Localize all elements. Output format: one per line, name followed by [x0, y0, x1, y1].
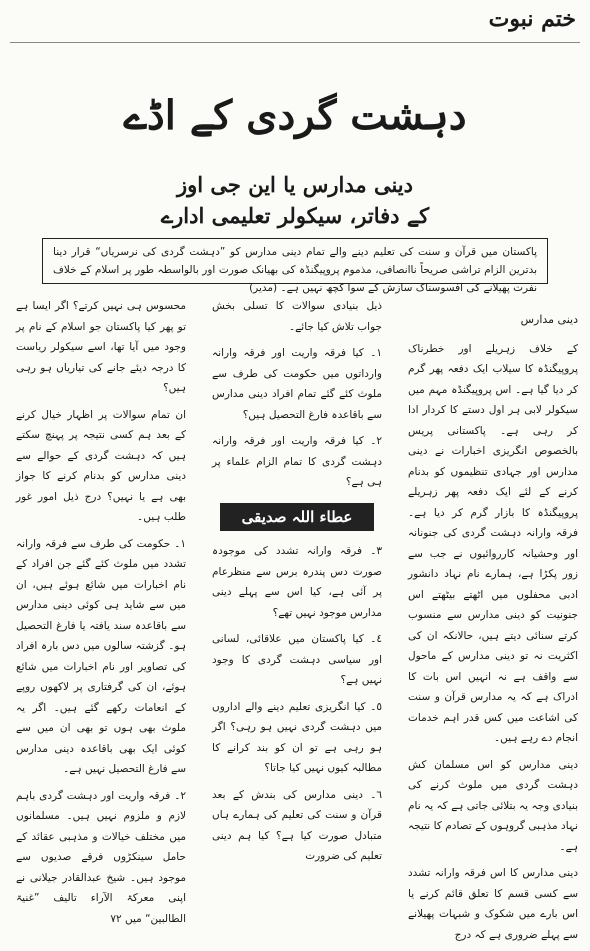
paragraph: ١۔ حکومت کی طرف سے فرقہ وارانہ تشدد میں ملوث کئے گئے جن افراد کے نام اخبارات میں شائع ہوئے ہیں، ان میں سے شاید ہی کوئی دینی مدارس سے باقاعدہ سند یافتہ یا فارغ التحصیل ہو۔ گزشتہ سالوں میں دس بارہ افراد کی تصاویر اور نام اخبارات میں شائع ہوئے، ان کی گرفتاری پر لاکھوں روپے کے انعامات رکھے گئے ہیں۔ اگر یہ ملوث بھی ہوں تو بھی ان میں سے کوئی ایک بھی باقاعدہ دینی مدارس سے فارغ التحصیل نہیں ہے۔ [16, 537, 186, 775]
editor-intro-box: پاکستان میں قرآن و سنت کی تعلیم دینے والے تمام دینی مدارس کو ”دہشت گردی کی نرسریاں“ قرار دینا بدترین الزام تراشی صریحاً ناانصافی، مذموم پروپیگنڈہ کی بھیانک صورت اور بالواسطہ طور پر اسلام کے خلاف نفرت پھیلانے کی افسوسناک سازش کے سوا کچھ نہیں ہے۔ (مدیر) [42, 238, 548, 284]
author-byline: عطاء اللہ صدیقی [220, 503, 374, 532]
article-subtitle-2: کے دفاتر، سیکولر تعلیمی ادارے [160, 203, 430, 228]
column-heading: دینی مدارس [520, 313, 578, 326]
article-title: دہشت گردی کے اڈے [123, 92, 467, 139]
article-subtitle-1: دینی مدارس یا این جی اوز [177, 172, 413, 197]
masthead-logo: ختم نبوت [488, 6, 576, 32]
paragraph: دینی مدارس کا اس فرقہ وارانہ تشدد سے کسی قسم کا تعلق قائم کرنے یا اس بارے میں شکوک و شبہات پھیلانے سے پہلے ضروری ہے کہ درج [408, 867, 578, 941]
paragraph: محسوس ہی نہیں کرتے؟ اگر ایسا ہے تو پھر کیا پاکستان جو اسلام کے نام پر وجود میں آیا تھا، اسے سیکولر ریاست کا درجہ دیئے جانے کی تیاریاں ہو رہی ہیں؟ [16, 300, 186, 394]
paragraph: ٦۔ دینی مدارس کی بندش کے بعد قرآن و سنت کی تعلیم کی ہمارے ہاں متبادل صورت کیا ہے؟ کیا ہم دینی تعلیم کی ضرورت [212, 788, 382, 862]
paragraph: ٤۔ کیا پاکستان میں علاقائی، لسانی اور سیاسی دہشت گردی کا وجود نہیں ہے؟ [212, 633, 382, 686]
paragraph: دینی مدارس کو اس مسلمان کش دہشت گردی میں ملوث کرنے کی بنیادی وجہ یہ بتلائی جاتی ہے کہ یہ نام نہاد مذہبی گروہوں کے تصادم کا نتیجہ ہے۔ [408, 758, 578, 853]
column-left [16, 296, 186, 935]
header-rule [10, 42, 580, 43]
paragraph: ١۔ کیا فرقہ واریت اور فرقہ وارانہ وارداتوں میں حکومت کی طرف سے ملوث کئے گئے تمام افراد دینی مدارس سے باقاعدہ فارغ التحصیل ہیں؟ [212, 347, 382, 421]
paragraph: ٢۔ کیا فرقہ واریت اور فرقہ وارانہ دہشت گردی کا تمام الزام علماء پر ہی ہے؟ [212, 435, 382, 488]
paragraph: کے خلاف زہریلے اور خطرناک پروپیگنڈہ کا سیلاب ایک دفعہ پھر گرم کر دیا گیا ہے۔ اس پروپیگنڈہ مہم میں سیکولر لابی ہر اول دستے کا کردار ادا کر رہی ہے۔ پاکستانی پریس بالخصوص انگریزی اخبارات نے دینی مدارس اور جہادی تنظیموں کو بدنام کرنے کے لئے ایک دفعہ پھر زہریلے پروپیگنڈہ کا بازار گرم کر دیا ہے۔ فرقہ وارانہ دہشت گردی کی جنونانہ اور وحشیانہ کارروائیوں نے جب سے زور پکڑا ہے، ہمارے نام نہاد دانشور ادبی محفلوں میں اٹھتے بیٹھتے اس جنونیت کو دینی مدارس سے منسوب کرتے سنائی دیتے ہیں، حالانکہ ان کی اکثریت نہ تو دینی مدارس کے ماحول سے واقف ہے نہ انہیں اس بات کا ادراک ہے کہ یہ مدارس قرآن و سنت کی اشاعت میں کس قدر اہم خدمات انجام دے رہے ہیں۔ [408, 342, 578, 744]
paragraph: ذیل بنیادی سوالات کا تسلی بخش جواب تلاش کیا جائے۔ [212, 300, 382, 333]
column-right [408, 296, 578, 951]
paragraph: ان تمام سوالات پر اظہار خیال کرنے کے بعد ہم کسی نتیجہ پر پہنچ سکتے ہیں کہ دہشت گردی کے حوالے سے دینی مدارس کو بدنام کرنے کا جواز بھی ہے یا نہیں؟ درج ذیل امور غور طلب ہیں۔ [16, 408, 186, 523]
paragraph: ٢۔ فرقہ واریت اور دہشت گردی باہم لازم و ملزوم نہیں ہیں۔ مسلمانوں میں مختلف خیالات و مذہبی عقائد کے حامل سینکڑوں فرقے صدیوں سے موجود ہیں۔ شیخ عبدالقادر جیلانی نے اپنی معرکۃ الآراء تالیف ”غنیۃ الطالبین“ میں ٧٢ [16, 789, 186, 925]
column-middle [212, 296, 382, 873]
paragraph: ٥۔ کیا انگریزی تعلیم دینے والے اداروں میں دہشت گردی نہیں ہو رہی؟ اگر ہو رہی ہے تو ان کو بند کرانے کا مطالبہ کیوں نہیں کیا جاتا؟ [212, 700, 382, 774]
paragraph: ٣۔ فرقہ وارانہ تشدد کی موجودہ صورت دس پندرہ برس سے منظرعام پر آئی ہے، کیا اس سے پہلے دینی مدارس موجود نہیں تھے؟ [212, 545, 382, 619]
